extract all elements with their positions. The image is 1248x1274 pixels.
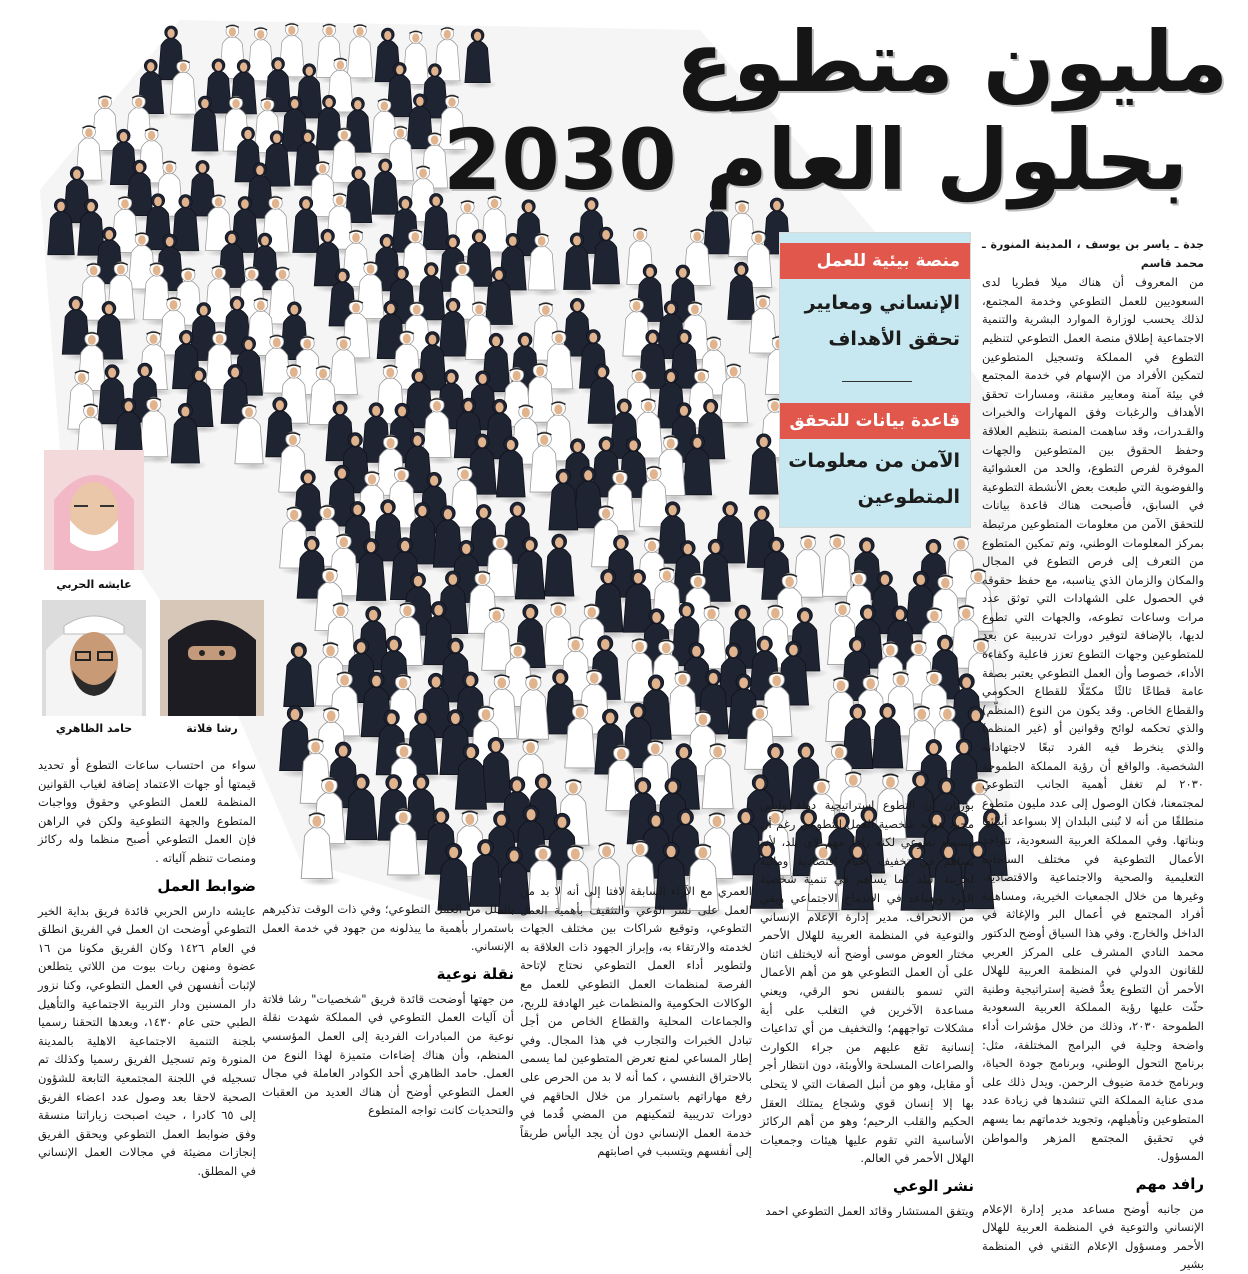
article-column-2: [760, 796, 974, 1218]
info-divider: [842, 381, 912, 382]
caption-hamed: حامد الظاهري: [55, 722, 133, 735]
column-4-body-b: من جهتها أوضحت قائدة فريق "شخصيات" رشا فلاتة أن آليات العمل التطوعي في المملكة شهدت نقلة نوعية من المبادرات الفردية إلى العمل المؤسسي المنظم، وأن هناك إضاءات متميزة لهذا النوع من العمل. حامد الظاهري أحد الكوادر العاملة في مجال العمل التطوعي أوضح أن هناك العديد من العقبات والتحديات كانت تواجه المتطوع: [262, 991, 514, 1118]
column-3-body: العمري مع الآراء السابقة لافتا إلى أنه لا بد من العمل على نشر الوعي والتثقيف بأهمية العمل التطوعي، وتوقيع شراكات بين مختلف الجهات لخدمته والارتقاء به، وإبراز الجهود ذات العلاقة به ولتطوير أداء العمل التطوعي نحتاج لإتاحة الفرصة لمنظمات العمل التطوعي للعمل مع الوكالات الحكومية والمنظمات غير الهادفة للربح، والجماعات المحلية والقطاع الخاص من أجل تبادل الخبرات والتجارب في هذا المجال. وفي إطار المساعي لمنع تعرض المتطوعين لما يسمى بالاحتراق النفسي ، كما أنه لا بد من الحرص على رفع مهاراتهم باستمرار من خلال الحاقهم في دورات تدريبية لتمكينهم من المضي قُدما في خدمة العمل الإنساني دون أن يجد اليأس طريقاً إلى أنفسهم ويتسبب في اصابتهم: [520, 884, 752, 1159]
column-5-body-b: عايشه دارس الحربي قائدة فريق بداية الخير التطوعي أوضحت ان العمل في الفريق انطلق في العام ١٤٢٦ وكان الفريق مكونا من ١٦ عضوة ومنهن ربات بيوت من اللاتي يتطلعن لإثبات أنفسهن في العمل التطوعي، وكنا نزور دار المسنين ودار التربية الاجتماعية والتأهيل الطبي حتى عام ١٤٣٠، وبعدها التحقنا رسميا بلجنة التنمية الاجتماعية الاهلية بالمدينة المنورة وتم تسجيل الفريق رسميا وكذلك تم تسجيله في اللجنة المجتمعية التابعة للشؤون الصحية لاحقا بعد وصول عدد اعضاء الفريق إلى ٦٥ كادرا ، حيث اصبحت زياراتنا منسقة وفق ضوابط العمل التطوعي ويحقق الفريق إنجازات مضيئة في مجالات العمل الإنساني في المطلق.: [38, 903, 257, 1178]
info-tag-1: منصة بيئية للعمل: [780, 243, 970, 279]
article-column-4: [262, 900, 514, 1180]
column-5-body-a: سواء من احتساب ساعات التطوع أو تحديد قيمتها أو جهات الاعتماد إضافة لغياب القوانين المنظمة للعمل التطوعي وحقوق وواجبات المتطوع والجهة التطوعية ولكن في الراهن فإن العمل التطوعي أصبح منظما وله ركائز ومنصات تنظم آلياته .: [38, 758, 256, 865]
article-column-5: [38, 756, 256, 1180]
photo-hamed: [42, 600, 146, 716]
article-column-3: [520, 882, 752, 1180]
info-text-1: الإنساني ومعايير تحقق الأهداف: [804, 292, 960, 350]
column-2-end: ويتفق المستشار وقائد العمل التطوعي احمد: [765, 1203, 974, 1218]
headline-line-1: مليون متطوع: [675, 13, 1228, 111]
headline-line-2: بحلول العام 2030: [442, 111, 1188, 209]
subheading-rafid: رافد مهم: [1135, 1174, 1204, 1193]
photo-rasha: [160, 600, 264, 716]
info-box: [779, 232, 971, 528]
caption-aisha: عايشه الحربي: [56, 578, 132, 591]
photo-aisha: [44, 450, 144, 570]
column-4-body-a: بالملل من العمل التطوعي؛ وفي ذات الوقت تذكيرهم باستمرار بأهمية ما يبذلونه من جهود في خدمة العمل الإنساني.: [262, 902, 514, 954]
column-1-end: من جانبه أوضح مساعد مدير إدارة الإعلام الإنساني والتوعية في المنظمة العربية للهلال الأحمر ومسؤول الإعلام التقني في المنظمة بشير: [982, 1201, 1204, 1272]
column-2-body: بوزيان أن التطوع استراتيجية دولة وليس مجرد هواية شخصية العمل التطوعي رغم أن مسماه تطوعي لكنه رافد مهم لاي بلد، لأنه يساهم في تخفيف أعباء اقتصادية ومالية لخزينة البلد كما يساهم في تنمية شخصية الفرد ويساعد في الاندماج الاجتماعي ويقي من الانحراف. مدير إدارة الإعلام الإنساني والتوعية في المنظمة العربية للهلال الأحمر مختار العوض موسى أوضح أنه لايختلف اثنان على أن العمل التطوعي هو من أهم الأعمال التي تسمو بالنفس نحو الرقي، ويعني مساعدة الآخرين في التغلب على أية مشكلات تواجههم؛ والتخفيف من أي تداعيات إنسانية تقع عليهم من جراء الكوارث والصراعات المسلحة والأوبئة، دون انتظار أجر أو مقابل، وهو من أنبل الصفات التي لا يتحلى بها إلا إنسان قوي وشجاع يمتلك العقل الحكيم والقلب الرحيم؛ وهو من أهم الركائز الأساسية التي تقوم عليها هيئات وجمعيات الهلال الأحمر في العالم.: [760, 798, 974, 1166]
subheading-quality-shift: نقلة نوعية: [436, 964, 514, 983]
subheading-work-rules: ضوابط العمل: [157, 876, 256, 895]
article-byline: جدة ـ ياسر بن يوسف ، المدينة المنورة ـ محمد قاسم: [982, 238, 1204, 270]
caption-rasha: رشا فلاتة: [186, 722, 238, 735]
article-column-1: [982, 236, 1205, 1272]
info-tag-2: قاعدة بيانات للتحقق: [780, 403, 970, 439]
info-text-2: الآمن من معلومات المتطوعين: [788, 450, 960, 508]
subheading-awareness: نشر الوعي: [892, 1176, 974, 1195]
column-1-body: من المعروف أن هناك ميلا فطريا لدى السعوديين للعمل التطوعي وخدمة المجتمع، لذلك يحسب لوزارة الموارد البشرية والتنمية الاجتماعية إطلاق منصة العمل التطوعي لتنظيم التطوع في المملكة وتسجيل المتطوعين لتمكين الأفراد من الإسهام في خدمة المجتمع في بيئة آمنة ومعايير مقننة، ومسارات تحقق الأهداف والرغبات وفق المهارات والخبرات والقـدرات، وقد ساهمت المنصة بتنظيم العلاقة وحفظ الحقوق بين المتطوعين والجهات الموفرة لفرص التطوع، والحد من العشوائية والفوضوية التي طبعت بعض الأنشطة التطوعية في السابق، فأصبحت هناك قاعدة بيانات للتحقق الآمن من معلومات المتطوعين مرتبطة بمركز المعلومات الوطني، وتم تمكين المتطوع من التعرف إلى فرص التطوع في المجال والمكان والزمان الذي يناسبه، مع حفظ حقوقه في الحصول على الشهادات التي توثق عدد مرات وساعات تطوعه، والجهات التي تطوع لديها، بالإضافة لتوفير دورات تدريبية عن بعد للمتطوعين وجهات التطوع تعزز فاعلية وكفاءة الأداء، خصوصا وأن العمل التطوعي يعتبر بصفة عامة قطاعًا ثالثًا مكمّلًا للقطاع الحكومي والقطاع الخاص. وقد يكون من النوع (المنظّم) والذي تحكمه لوائح وقوانين أو (غير المنظم) والذي ينخرط فيه الفرد تبعًا لاجتهاداته الشخصية. والواقع أن رؤية المملكة الطموحة ٢٠٣٠ لم تغفل أهمية الجانب التطوعي لمجتمعنا، فكان الوصول إلى عدد مليون متطوع منطلقًا من أنه لا تُبنى البلدان إلا بسواعد أبنائها وبناتها. وفي المملكة العربية السعودية، تتواجد الأعمال التطوعية في مختلف الساحات التعليمية والصحية والاجتماعية والاقتصادية، وغيرها من خلال الجمعيات الخيرية، ومساهمة أفراد المجتمع في أعمال البر والإغاثة في الداخل والخارج. وفي هذا السياق أوضح الدكتور محمد النادي المشرف على المركز العربي للقانون الدولي في المنظمة العربية للهلال الأحمر أن التطوع يعدُّ قضية إستراتيجية وطنية حثّت عليها رؤية المملكة العربية السعودية الطموحة ٢٠٣٠، وذلك من خلال مؤشرات أداء واضحة وجلية في البرامج المختلفة، مثل: برنامج التحول الوطني، وبرنامج جودة الحياة، وبرنامج خدمة ضيوف الرحمن. ويدل ذلك على مدى عناية المملكة التي تنشدها في زيادة عدد المتطوعين وتأهيلهم، وتجويد خدماتهم بما يسهم في تحقيق المجتمع المزهر والمواطن المسؤول.: [982, 275, 1205, 1164]
